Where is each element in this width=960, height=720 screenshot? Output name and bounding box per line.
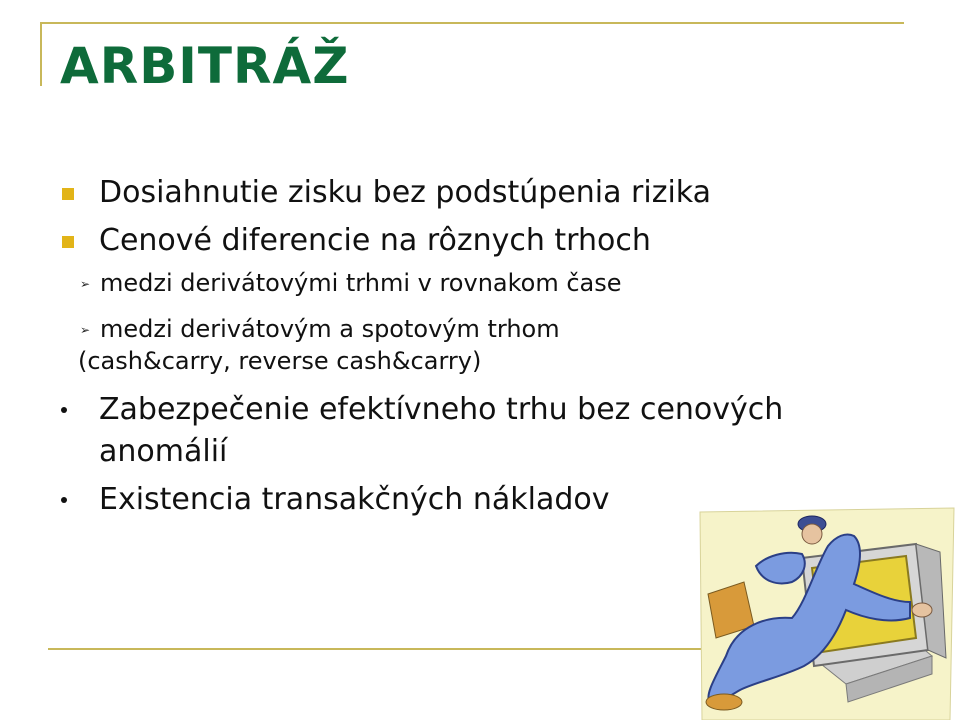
sub-bullet-text: medzi derivátovým a spotovým trhom	[100, 315, 560, 343]
sub-bullet-derivative-markets	[58, 268, 898, 300]
sub-bullet-text: medzi derivátovými trhmi v rovnakom čase	[100, 269, 622, 297]
bullet-list	[58, 172, 898, 527]
bullet-text: Dosiahnutie zisku bez podstúpenia rizika	[99, 175, 712, 210]
bullet-item-efficient-market	[58, 389, 898, 473]
sub-bullet-continuation: (cash&carry, reverse cash&carry)	[78, 347, 482, 375]
dot-bullet-icon	[61, 497, 67, 503]
square-bullet-icon	[62, 236, 74, 248]
bullet-item-price-differences	[58, 220, 898, 262]
man-leaping-into-computer-illustration	[696, 506, 958, 720]
arrow-right-icon: ➢	[80, 323, 91, 337]
dot-bullet-icon	[61, 407, 67, 413]
arrow-right-icon: ➢	[80, 277, 91, 291]
top-rule	[40, 22, 904, 24]
square-bullet-icon	[62, 188, 74, 200]
left-rule	[40, 22, 42, 86]
bullet-text: Cenové diferencie na rôznych trhoch	[99, 223, 651, 258]
sub-bullet-derivative-spot-market	[58, 314, 898, 377]
slide-title: ARBITRÁŽ	[60, 37, 350, 95]
bullet-item-risk-free-profit	[58, 172, 898, 214]
bullet-text: Zabezpečenie efektívneho trhu bez cenových anomálií	[99, 392, 784, 469]
bullet-text: Existencia transakčných nákladov	[99, 482, 610, 517]
